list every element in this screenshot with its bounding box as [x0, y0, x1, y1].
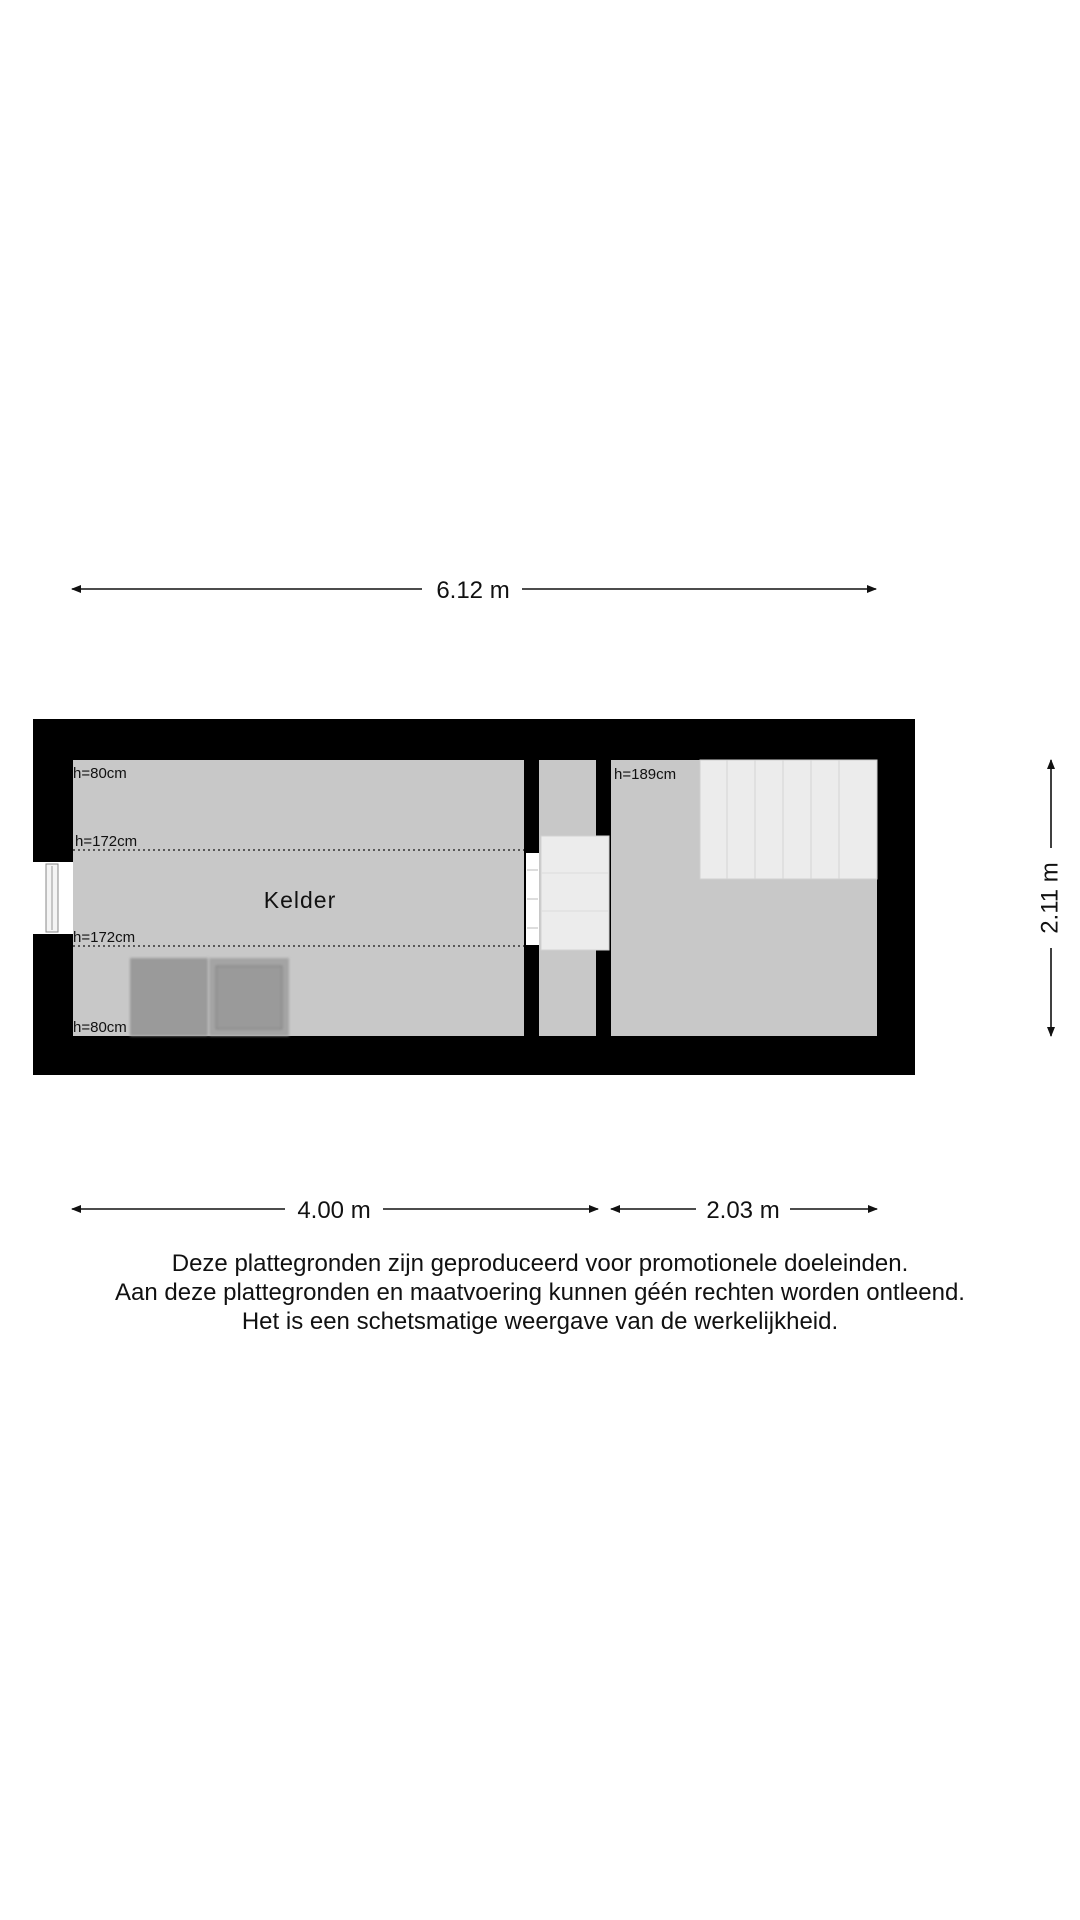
dimension-label-left-width: 4.00 m — [297, 1197, 371, 1224]
appliance-right — [209, 958, 289, 1036]
disclaimer-line-1: Deze plattegronden zijn geproduceerd voor promotionele doeleinden. — [171, 1250, 909, 1277]
dimension-total-width — [72, 577, 876, 604]
height-label-stair-room: h=189cm — [614, 766, 677, 783]
staircase — [700, 760, 877, 879]
dimension-label-total-width: 6.12 m — [436, 577, 510, 604]
corridor-steps — [541, 836, 609, 950]
disclaimer — [0, 1249, 1080, 1336]
disclaimer-line-2: Aan deze plattegronden en maatvoering kunnen géén rechten worden ontleend. — [115, 1279, 965, 1306]
height-label-lower-slope: h=172cm — [73, 929, 136, 946]
doorway — [526, 853, 539, 945]
appliance-left — [130, 958, 208, 1036]
height-label-bottom-left: h=80cm — [73, 1019, 127, 1036]
dimension-right-width — [611, 1197, 877, 1224]
room-label-kelder: Kelder — [263, 887, 337, 913]
dimension-height — [1036, 760, 1063, 1036]
dimension-left-width — [72, 1197, 598, 1224]
dimension-label-height: 2.11 m — [1036, 862, 1064, 934]
height-label-upper-slope: h=172cm — [75, 833, 138, 850]
window — [33, 862, 73, 934]
disclaimer-line-3: Het is een schetsmatige weergave van de werkelijkheid. — [241, 1308, 839, 1335]
height-label-top-left: h=80cm — [73, 765, 127, 782]
dimension-label-right-width: 2.03 m — [706, 1197, 780, 1224]
